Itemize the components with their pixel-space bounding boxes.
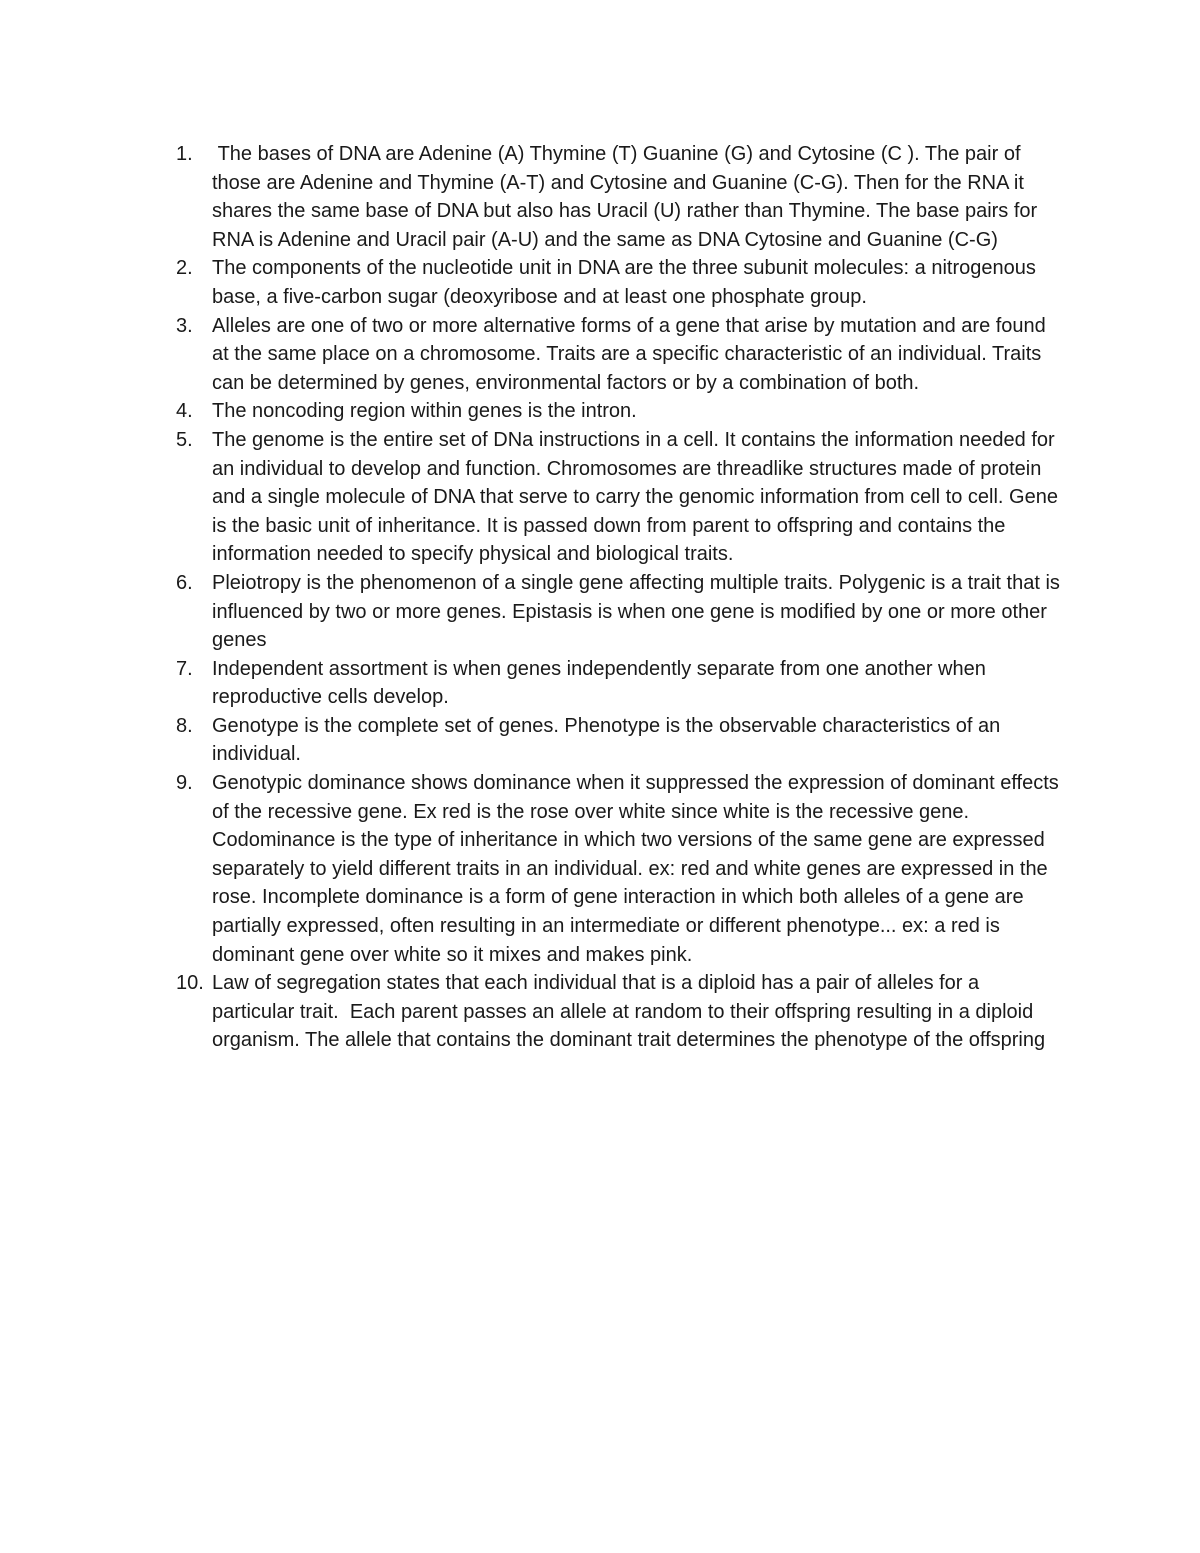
answer-list (172, 140, 1064, 1055)
list-item (172, 426, 1064, 569)
item-number: 2. (176, 257, 193, 280)
item-number: 7. (176, 657, 193, 680)
item-text: The bases of DNA are Adenine (A) Thymine (T) Guanine (G) and Cytosine (C ). The pair of those are Adenine and Thymine (A-T) and Cytosine and Guanine (C-G). Then for the RNA it shares the same base of DNA but also has Uracil (U) rather than Thymine. The base pairs for RNA is Adenine and Uracil pair (A-U) and the same as DNA Cytosine and Guanine (C-G) (212, 143, 1043, 251)
list-item (172, 769, 1064, 969)
list-item (172, 569, 1064, 655)
item-number: 4. (176, 400, 193, 423)
item-text: Genotype is the complete set of genes. Phenotype is the observable characteristics of an individual. (212, 714, 1001, 766)
item-text: Independent assortment is when genes independently separate from one another when reproductive cells develop. (212, 657, 986, 709)
item-text: Law of segregation states that each individual that is a diploid has a pair of alleles for a particular trait. Each parent passes an allele at random to their offspring resulting in a diploid organism. The allele that contains the dominant trait determines the phenotype of the offspring (212, 972, 1046, 1052)
item-number: 10. (176, 972, 204, 995)
item-text: Pleiotropy is the phenomenon of a single gene affecting multiple traits. Polygenic is a trait that is influenced by two or more genes. Epistasis is when one gene is modified by one or more other genes (212, 571, 1060, 652)
list-item (172, 140, 1064, 254)
item-text: Genotypic dominance shows dominance when it suppressed the expression of dominant effects of the recessive gene. Ex red is the rose over white since white is the recessive gene. Codominance is the type of inheritance in which two versions of the same gene are expressed separately to yield different traits in an individual. ex: red and white genes are expressed in the rose. Incomplete dominance is a form of gene interaction in which both alleles of a gene are partially expressed, often resulting in an intermediate or different phenotype... ex: a red is dominant gene over white so it mixes and makes pink. (212, 772, 1059, 966)
item-number: 3. (176, 314, 193, 337)
list-item (172, 397, 1064, 426)
item-text: The genome is the entire set of DNa instructions in a cell. It contains the information needed for an individual to develop and function. Chromosomes are threadlike structures made of protein and a single molecule of DNA that serve to carry the genomic information from cell to cell. Gene is the basic unit of inheritance. It is passed down from parent to offspring and contains the information needed to specify physical and biological traits. (212, 428, 1058, 566)
list-item (172, 312, 1064, 398)
list-item (172, 712, 1064, 769)
list-item (172, 655, 1064, 712)
item-text: The noncoding region within genes is the intron. (212, 400, 637, 423)
item-number: 1. (176, 143, 193, 165)
item-number: 5. (176, 428, 193, 451)
list-item (172, 254, 1064, 311)
item-number: 8. (176, 714, 193, 737)
item-number: 9. (176, 772, 193, 795)
list-item (172, 969, 1064, 1055)
item-text: The components of the nucleotide unit in DNA are the three subunit molecules: a nitrogenous base, a five-carbon sugar (deoxyribose and at least one phosphate group. (212, 257, 1036, 308)
item-text: Alleles are one of two or more alternative forms of a gene that arise by mutation and are found at the same place on a chromosome. Traits are a specific characteristic of an individual. Traits can be determined by genes, environmental factors or by a combination of both. (212, 314, 1046, 394)
item-number: 6. (176, 571, 193, 594)
